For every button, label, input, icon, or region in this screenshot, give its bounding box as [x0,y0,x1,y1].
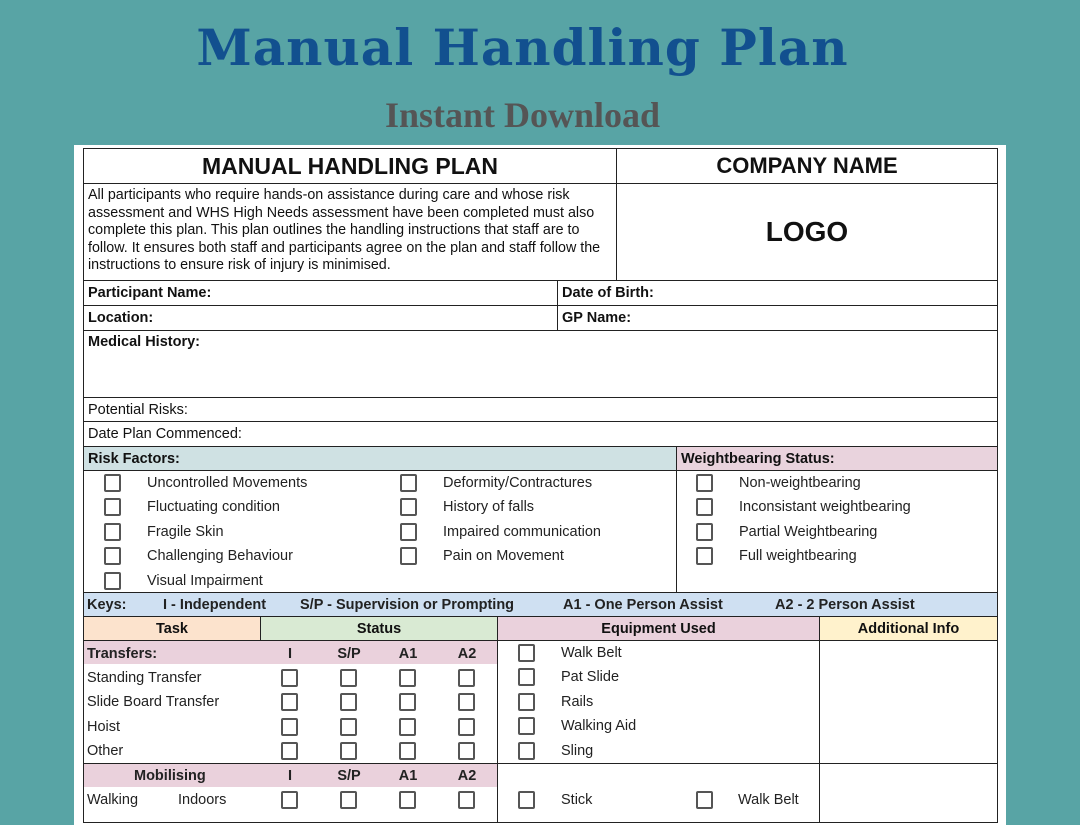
checkbox[interactable] [400,474,417,492]
checkbox[interactable] [696,523,713,541]
checkbox[interactable] [518,644,535,662]
transfer-task-label: Other [87,743,124,760]
weightbearing-label: Non-weightbearing [739,475,861,491]
checkbox[interactable] [340,791,357,809]
checkbox[interactable] [518,791,535,809]
mobilising-header: Mobilising [134,768,206,784]
mobilising-status-col: S/P [337,768,361,784]
checkbox[interactable] [104,523,121,541]
checkbox[interactable] [281,742,298,760]
date-commenced-field[interactable]: Date Plan Commenced: [83,421,998,447]
risk-factor-label: Fluctuating condition [147,499,280,516]
potential-risks-field[interactable]: Potential Risks: [83,397,998,422]
equipment-header: Equipment Used [497,616,820,641]
mobilising-info[interactable] [819,763,998,823]
checkbox[interactable] [399,718,416,736]
company-name: COMPANY NAME [616,148,998,184]
key-independent: I - Independent [163,597,267,613]
checkbox[interactable] [458,693,475,711]
risk-factor-label: Visual Impairment [147,572,263,589]
mobilising-status-col: A1 [398,768,418,784]
banner-title: Manual Handling Plan [196,18,849,77]
checkbox[interactable] [340,718,357,736]
risk-factors-header: Risk Factors: [83,446,677,471]
key-two-person: A2 - 2 Person Assist [775,597,915,613]
checkbox[interactable] [400,523,417,541]
mobilising-status-col: I [287,768,293,784]
walking-label: Walking [87,792,139,808]
checkbox[interactable] [281,718,298,736]
checkbox[interactable] [696,498,713,516]
equipment-label: Pat Slide [561,669,620,686]
equipment-label: Walk Belt [561,645,622,661]
equipment-section [497,640,820,764]
additional-info-cell[interactable] [819,640,998,764]
checkbox[interactable] [399,742,416,760]
mobilising-status-col: A2 [457,768,477,784]
checkbox[interactable] [340,693,357,711]
checkbox[interactable] [518,717,535,735]
walking-indoors-label: Indoors [178,792,227,808]
checkbox[interactable] [400,498,417,516]
checkbox[interactable] [400,547,417,565]
checkbox[interactable] [281,669,298,687]
risk-factor-label: Impaired communication [443,523,601,540]
checkbox[interactable] [696,474,713,492]
weightbearing-label: Partial Weightbearing [739,523,878,540]
checkbox[interactable] [399,693,416,711]
risk-factor-label: Pain on Movement [443,548,564,565]
dob-field[interactable]: Date of Birth: [557,280,998,306]
location-field[interactable]: Location: [83,305,558,331]
checkbox[interactable] [104,572,121,590]
key-supervision: S/P - Supervision or Prompting [300,597,515,613]
risk-factor-label: Deformity/Contractures [443,475,593,491]
keys-label: Keys: [87,597,127,613]
checkbox[interactable] [458,791,475,809]
checkbox[interactable] [104,547,121,565]
walk-belt-label: Walk Belt [738,792,799,808]
banner-subtitle: Instant Download [384,95,661,135]
risk-factor-label: Uncontrolled Movements [147,475,308,491]
checkbox[interactable] [458,718,475,736]
task-header: Task [83,616,261,641]
checkbox[interactable] [281,791,298,809]
additional-info-header: Additional Info [819,616,998,641]
status-col-sp: S/P [337,646,361,662]
status-col-a1: A1 [398,646,418,662]
checkbox[interactable] [458,669,475,687]
transfer-task-label: Standing Transfer [87,670,202,686]
logo-placeholder: LOGO [616,183,998,281]
status-header: Status [260,616,498,641]
checkbox[interactable] [458,742,475,760]
medical-history-field[interactable]: Medical History: [83,330,998,398]
status-col-i: I [287,646,293,662]
form-title: MANUAL HANDLING PLAN [83,148,617,184]
status-col-a2: A2 [457,646,477,662]
equipment-label: Walking Aid [561,718,637,735]
checkbox[interactable] [518,668,535,686]
checkbox[interactable] [104,474,121,492]
transfer-task-label: Slide Board Transfer [87,694,220,711]
description: All participants who require hands-on assistance during care and whose risk assessment and WHS High Needs assessment have been completed must also complete this plan. This plan outlines the handling instructions that staff are to follow. It ensures both staff and participants agree on the plan and staff follow the instructions to ensure risk of injury is minimised. [83,183,617,281]
equipment-label: Sling [561,742,594,759]
equipment-label: Rails [561,693,594,710]
checkbox[interactable] [518,742,535,760]
weightbearing-label: Full weightbearing [739,548,857,565]
weightbearing-label: Inconsistant weightbearing [739,499,911,516]
weightbearing-header: Weightbearing Status: [676,446,998,471]
checkbox[interactable] [104,498,121,516]
transfer-task-label: Hoist [87,718,121,735]
risk-factor-label: Challenging Behaviour [147,548,293,565]
checkbox[interactable] [696,547,713,565]
checkbox[interactable] [518,693,535,711]
gp-name-field[interactable]: GP Name: [557,305,998,331]
stick-label: Stick [561,792,593,808]
key-one-person: A1 - One Person Assist [563,597,723,613]
risk-factor-label: Fragile Skin [147,523,224,540]
checkbox[interactable] [696,791,713,809]
participant-name-field[interactable]: Participant Name: [83,280,558,306]
checkbox[interactable] [399,669,416,687]
transfers-header: Transfers: [87,646,158,662]
checkbox[interactable] [340,669,357,687]
checkbox[interactable] [281,693,298,711]
risk-factor-label: History of falls [443,499,535,516]
checkbox[interactable] [340,742,357,760]
checkbox[interactable] [399,791,416,809]
